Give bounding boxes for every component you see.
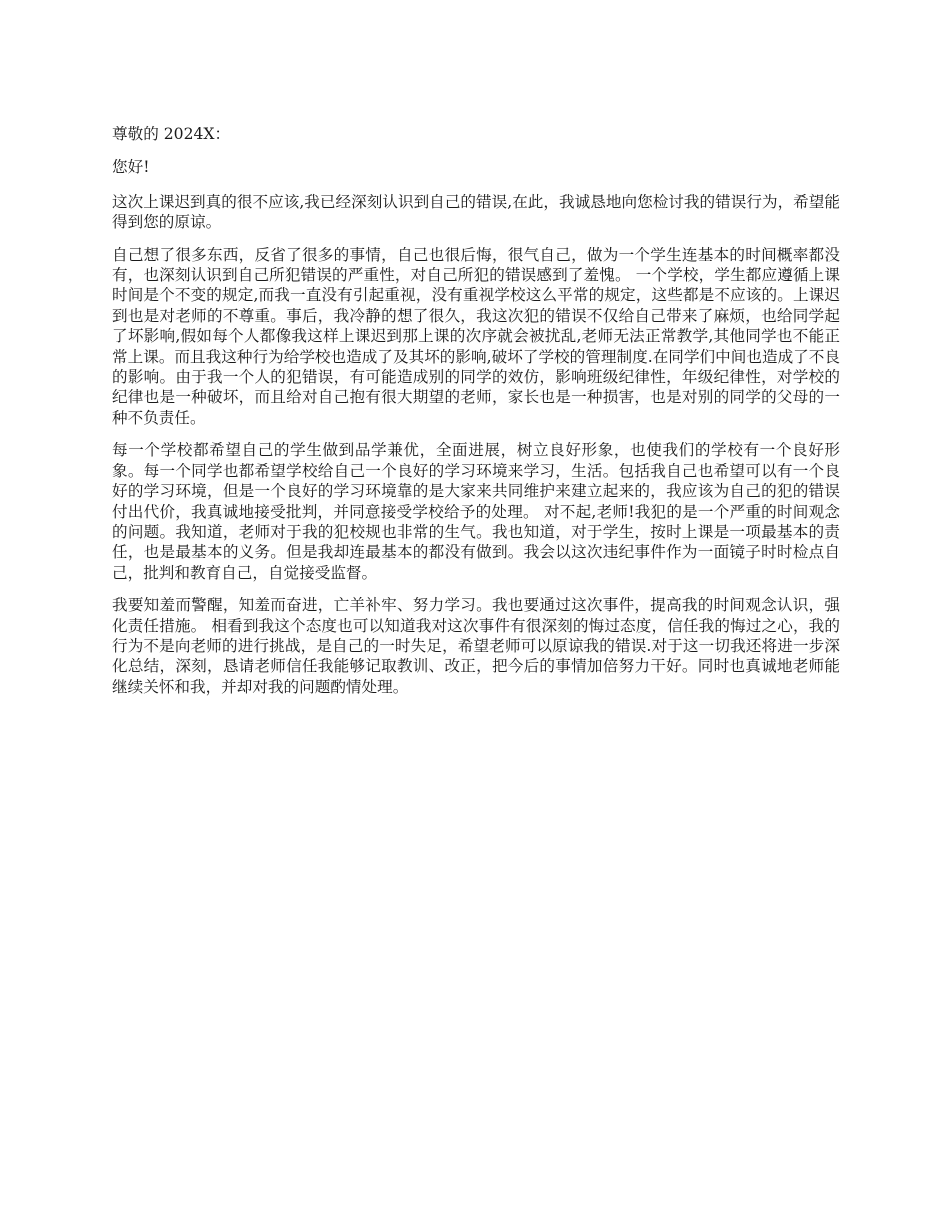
paragraph-school-expectations: 每一个学校都希望自己的学生做到品学兼优，全面进展，树立良好形象，也使我们的学校有一个良好形象。每一个同学也都希望学校给自己一个良好的学习环境来学习，生活。包括我自己也希望可以有一个良好的学习环境，但是一个良好的学习环境靠的是大家来共同维护来建立起来的，我应该为自己的犯的错误付出代价，我真诚地接受批判，并同意接受学校给予的处理。 对不起,老师!我犯的是一个严重的时间观念的问题。我知道，老师对于我的犯校规也非常的生气。我也知道，对于学生，按时上课是一项最基本的责任，也是最基本的义务。但是我却连最基本的都没有做到。我会以这次违纪事件作为一面镜子时时检点自己，批判和教育自己，自觉接受监督。	[112, 441, 840, 582]
salutation: 尊敬的 2024X：	[112, 125, 231, 143]
paragraph-commitment: 我要知羞而警醒，知羞而奋进，亡羊补牢、努力学习。我也要通过这次事件，提高我的时间观念认识，强化责任措施。 相看到我这个态度也可以知道我对这次事件有很深刻的悔过态度，信任我的悔过之心，我的行为不是向老师的进行挑战，是自己的一时失足，希望老师可以原谅我的错误.对于这一切我还将进一步深化总结，深刻，恳请老师信任我能够记取教训、改正，把今后的事情加倍努力干好。同时也真诚地老师能继续关怀和我，并却对我的问题酌情处理。	[112, 596, 840, 696]
paragraph-reflection: 自己想了很多东西，反省了很多的事情，自己也很后悔，很气自己，做为一个学生连基本的时间概率都没有，也深刻认识到自己所犯错误的严重性，对自己所犯的错误感到了羞愧。 一个学校，学生都应遵循上课时间是个不变的规定,而我一直没有引起重视，没有重视学校这么平常的规定，这些都是不应该的。上课迟到也是对老师的不尊重。事后，我冷静的想了很久，我这次犯的错误不仅给自己带来了麻烦，也给同学起了坏影响,假如每个人都像我这样上课迟到那上课的次序就会被扰乱,老师无法正常教学,其他同学也不能正常上课。而且我这种行为给学校也造成了及其坏的影响,破坏了学校的管理制度.在同学们中间也造成了不良的影响。由于我一个人的犯错误，有可能造成别的同学的效仿，影响班级纪律性，年级纪律性，对学校的纪律也是一种破坏，而且给对自己抱有很大期望的老师，家长也是一种损害，也是对别的同学的父母的一种不负责任。	[112, 245, 840, 427]
document-body	[112, 124, 840, 709]
paragraph-apology: 这次上课迟到真的很不应该,我已经深刻认识到自己的错误,在此，我诚恳地向您检讨我的错误行为，希望能得到您的原谅。	[112, 192, 840, 232]
greeting: 您好!	[112, 158, 150, 177]
